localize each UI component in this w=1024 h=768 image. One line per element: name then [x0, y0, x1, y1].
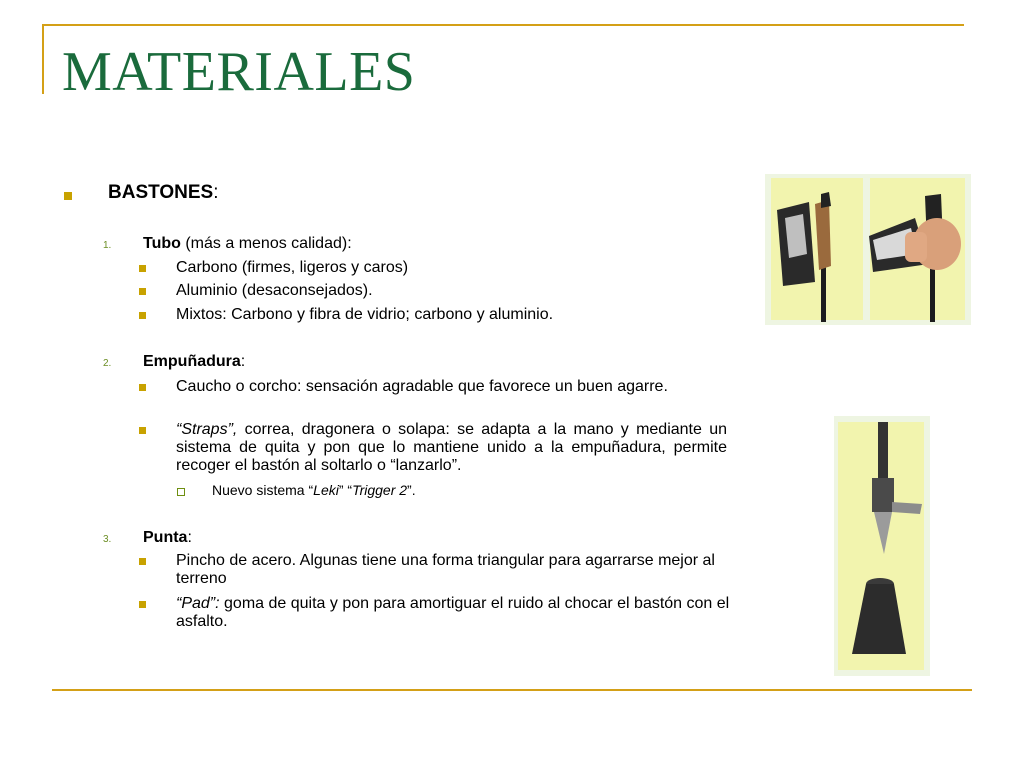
- bullet-straps: “Straps”, correa, dragonera o solapa: se adapta a la mano y mediante un sistema de quita y pon que lo mantiene unido a la empuñadura, permite recoger el bastón al soltarlo o “lanzarlo”.: [176, 421, 727, 474]
- grip-strap-illustration: [765, 174, 971, 325]
- section-heading: BASTONES:: [108, 182, 219, 203]
- bullet-square-icon: [139, 427, 146, 434]
- pole-grip-strap-photo: [765, 174, 971, 325]
- bullet-mixtos: Mixtos: Carbono y fibra de vidrio; carbono y aluminio.: [176, 306, 554, 323]
- tip-illustration: [834, 416, 930, 676]
- bullet-square-icon: [139, 312, 146, 319]
- item-heading-empunadura: Empuñadura:: [143, 353, 246, 370]
- bullet-square-icon: [139, 384, 146, 391]
- bullet-pad: “Pad”: goma de quita y pon para amortiguar el ruido al chocar el bastón con el asfalto.: [176, 595, 730, 630]
- pole-tip-pad-photo: [834, 416, 930, 676]
- item-heading-punta: Punta:: [143, 529, 192, 546]
- item-number-2: 2.: [103, 358, 112, 369]
- sub-bullet-leki: Nuevo sistema “Leki” “Trigger 2”.: [212, 482, 416, 498]
- bullet-square-icon: [64, 192, 72, 200]
- bullet-square-icon: [139, 265, 146, 272]
- sub-bullet-hollow-icon: [177, 488, 185, 496]
- bullet-square-icon: [139, 558, 146, 565]
- bullet-aluminio: Aluminio (desaconsejados).: [176, 282, 373, 299]
- page-title: MATERIALES: [62, 41, 416, 103]
- item-number-1: 1.: [103, 240, 112, 251]
- item-heading-tubo: Tubo (más a menos calidad):: [143, 235, 352, 252]
- bullet-pincho: Pincho de acero. Algunas tiene una forma triangular para agarrarse mejor al terreno: [176, 552, 715, 587]
- bullet-caucho: Caucho o corcho: sensación agradable que favorece un buen agarre.: [176, 378, 668, 395]
- bullet-square-icon: [139, 601, 146, 608]
- item-number-3: 3.: [103, 534, 112, 545]
- bullet-square-icon: [139, 288, 146, 295]
- bullet-carbono: Carbono (firmes, ligeros y caros): [176, 259, 409, 276]
